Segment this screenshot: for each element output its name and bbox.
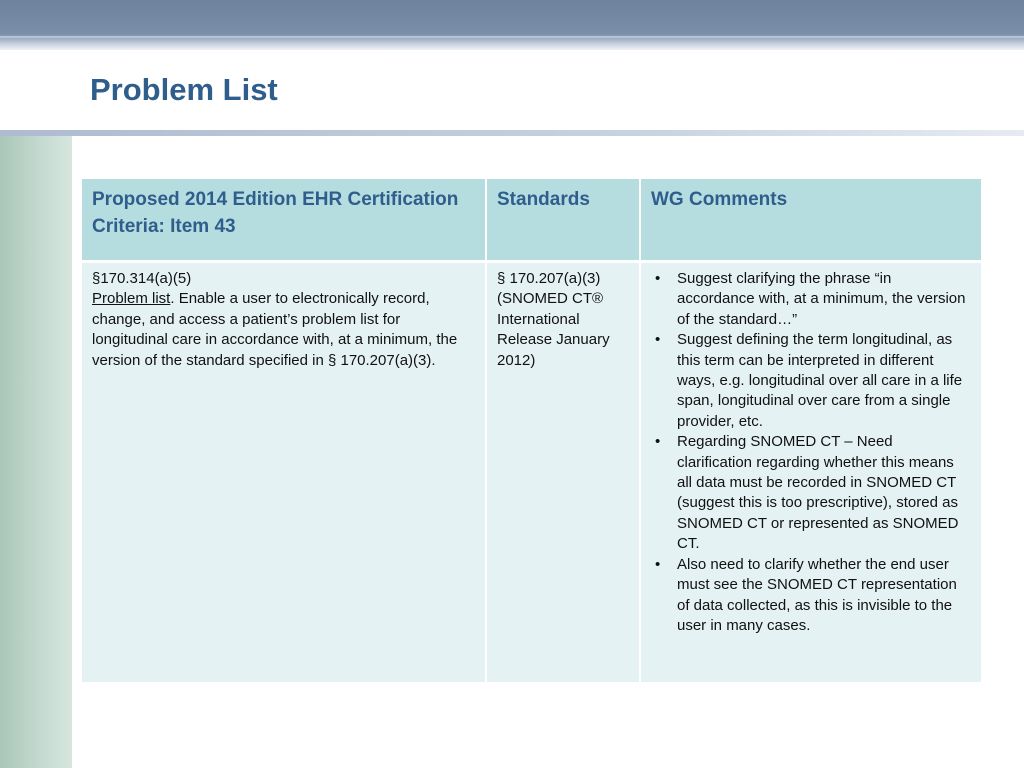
criteria-section: §170.314(a)(5) bbox=[92, 270, 192, 287]
standards-cell bbox=[486, 262, 640, 683]
list-item bbox=[651, 330, 971, 432]
comments-list bbox=[651, 269, 971, 636]
criteria-term: Problem list bbox=[92, 290, 171, 308]
comment-text: Regarding SNOMED CT – Need clarification regarding whether this means all data must be recorded in SNOMED CT (suggest this is too prescriptive), stored as SNOMED CT or represented as SNOMED CT. bbox=[677, 433, 959, 553]
header-standards: Standards bbox=[486, 179, 640, 262]
criteria-cell bbox=[82, 262, 486, 683]
slide-title: Problem List bbox=[90, 72, 278, 107]
bullet-icon: • bbox=[655, 555, 661, 573]
comment-text: Suggest defining the term longitudinal, as this term can be interpreted in different ways, e.g. longitudinal over all care in a life span, longitudinal over care from a single provider, etc. bbox=[677, 331, 963, 430]
table-row bbox=[82, 262, 981, 683]
standards-text: § 170.207(a)(3) (SNOMED CT® International Release January 2012) bbox=[497, 270, 610, 369]
left-decorative-strip bbox=[0, 136, 72, 768]
bullet-icon: • bbox=[655, 331, 661, 349]
title-separator-bar bbox=[0, 130, 1024, 136]
table-header-row bbox=[82, 179, 981, 262]
bullet-icon: • bbox=[655, 270, 661, 287]
header-criteria: Proposed 2014 Edition EHR Certification Criteria: Item 43 bbox=[82, 179, 486, 262]
list-item bbox=[651, 269, 971, 330]
list-item bbox=[651, 555, 971, 637]
criteria-description: . Enable a user to electronically record, change, and access a patient’s problem list for longitudinal care in accordance with, at a minimum, the version of the standard specified in § 170.207(a)(3). bbox=[92, 290, 458, 369]
top-band-highlight-line bbox=[0, 36, 1024, 38]
comment-text: Suggest clarifying the phrase “in accordance with, at a minimum, the version of the standard…” bbox=[677, 270, 966, 328]
top-decorative-band bbox=[0, 0, 1024, 50]
criteria-table bbox=[82, 179, 981, 682]
comment-text: Also need to clarify whether the end user must see the SNOMED CT representation of data collected, as this is invisible to the user in many cases. bbox=[677, 555, 957, 634]
header-wg-comments: WG Comments bbox=[640, 179, 981, 262]
comments-cell bbox=[640, 262, 981, 683]
bullet-icon: • bbox=[655, 433, 661, 451]
criteria-text bbox=[92, 289, 475, 371]
list-item bbox=[651, 432, 971, 554]
